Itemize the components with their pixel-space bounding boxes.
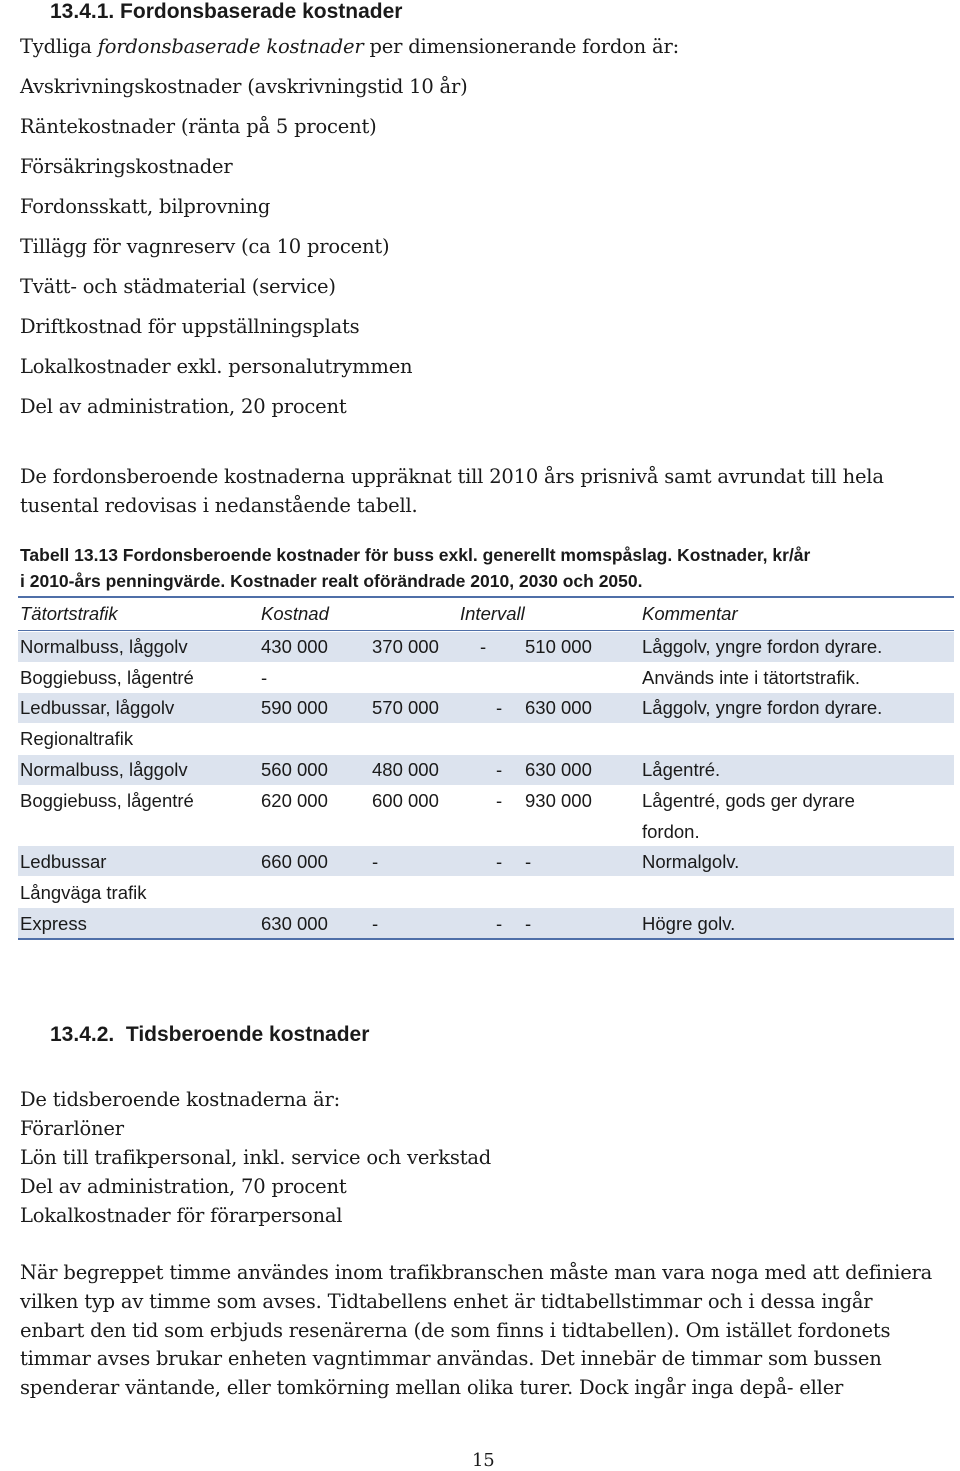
cost-item: Försäkringskostnader: [20, 155, 233, 178]
column-header-kostnad: Kostnad: [261, 603, 329, 624]
cell-high: 930 000: [525, 790, 592, 811]
cell-dash: -: [496, 697, 503, 718]
cell-cost: 620 000: [261, 790, 328, 811]
cell-comment: Låggolv, yngre fordon dyrare.: [642, 636, 883, 657]
cell-cost: 560 000: [261, 759, 328, 780]
cell-high: 510 000: [525, 636, 592, 657]
cell-high: -: [525, 913, 532, 934]
paragraph-line: När begreppet timme användes inom trafikbranschen måste man vara noga med att definiera: [20, 1261, 933, 1284]
cell-low: -: [372, 913, 379, 934]
table-caption-line: i 2010-års penningvärde. Kostnader realt oförändrade 2010, 2030 och 2050.: [20, 571, 643, 591]
cell-low: 480 000: [372, 759, 439, 780]
cell-cost: 590 000: [261, 697, 328, 718]
cell-high: 630 000: [525, 759, 592, 780]
paragraph-line: enbart den tid som erbjuds resenärerna (de som finns i tidtabellen). Om istället fordonets: [20, 1319, 891, 1342]
cell-name: Boggiebuss, lågentré: [20, 790, 194, 811]
cost-item: Driftkostnad för uppställningsplats: [20, 315, 360, 338]
cell-name: Ledbussar, låggolv: [20, 697, 175, 718]
paragraph-line: De fordonsberoende kostnaderna uppräknat till 2010 års prisnivå samt avrundat till hela: [20, 465, 884, 488]
row-group-regionaltrafik: Regionaltrafik: [20, 728, 134, 749]
cost-item: Avskrivningskostnader (avskrivningstid 10 år): [20, 75, 468, 98]
time-cost-item: Lön till trafikpersonal, inkl. service och verkstad: [20, 1146, 492, 1169]
cell-comment: Normalgolv.: [642, 851, 740, 872]
column-header-tatortstrafik: Tätortstrafik: [20, 603, 118, 624]
cell-comment: Låggolv, yngre fordon dyrare.: [642, 697, 883, 718]
cell-dash: -: [480, 636, 487, 657]
cell-comment-continued: fordon.: [642, 821, 700, 842]
page-number: 15: [472, 1450, 495, 1471]
column-header-kommentar: Kommentar: [642, 603, 738, 624]
table-caption-line: Tabell 13.13 Fordonsberoende kostnader för buss exkl. generellt momspåslag. Kostnader, kr/år: [20, 545, 811, 565]
time-cost-item: Lokalkostnader för förarpersonal: [20, 1204, 343, 1227]
cell-low: 570 000: [372, 697, 439, 718]
paragraph-line: tusental redovisas i nedanstående tabell.: [20, 494, 418, 517]
cost-item: Del av administration, 20 procent: [20, 395, 347, 418]
cell-dash: -: [496, 759, 503, 780]
cell-cost: 630 000: [261, 913, 328, 934]
cell-name: Boggiebuss, lågentré: [20, 667, 194, 688]
cell-dash: -: [496, 913, 503, 934]
table-bottom-rule: [18, 938, 954, 940]
cell-name: Express: [20, 913, 87, 934]
cell-high: 630 000: [525, 697, 592, 718]
table-top-rule: [18, 596, 954, 598]
time-cost-item: Förarlöner: [20, 1117, 124, 1140]
cell-low: -: [372, 851, 379, 872]
cell-dash: -: [496, 851, 503, 872]
cell-cost: -: [261, 667, 268, 688]
section2-intro: De tidsberoende kostnaderna är:: [20, 1088, 340, 1111]
cell-comment: Högre golv.: [642, 913, 736, 934]
section-heading-13-4-2: 13.4.2. Tidsberoende kostnader: [50, 1023, 370, 1046]
cell-comment: Används inte i tätortstrafik.: [642, 667, 860, 688]
cost-item: Tillägg för vagnreserv (ca 10 procent): [20, 235, 390, 258]
cell-high: -: [525, 851, 532, 872]
cost-item: Räntekostnader (ränta på 5 procent): [20, 115, 377, 138]
cell-comment: Lågentré, gods ger dyrare: [642, 790, 855, 811]
cell-name: Ledbussar: [20, 851, 107, 872]
cell-name: Normalbuss, låggolv: [20, 759, 188, 780]
intro-emphasis: fordonsbaserade kostnader: [97, 35, 364, 58]
cell-dash: -: [496, 790, 503, 811]
cost-item: Tvätt- och städmaterial (service): [20, 275, 336, 298]
table-header-rule: [18, 630, 954, 631]
paragraph-line: vilken typ av timme som avses. Tidtabellens enhet är tidtabellstimmar och i dessa ingår: [20, 1290, 873, 1313]
column-header-intervall: Intervall: [460, 603, 525, 624]
cost-item: Lokalkostnader exkl. personalutrymmen: [20, 355, 413, 378]
time-cost-item: Del av administration, 70 procent: [20, 1175, 347, 1198]
table-row-band: [18, 908, 954, 938]
cell-comment: Lågentré.: [642, 759, 721, 780]
row-group-langvaga-trafik: Långväga trafik: [20, 882, 147, 903]
cell-low: 370 000: [372, 636, 439, 657]
intro-pre: Tydliga: [20, 35, 98, 58]
cell-name: Normalbuss, låggolv: [20, 636, 188, 657]
cell-cost: 660 000: [261, 851, 328, 872]
table-row-band: [18, 846, 954, 876]
cell-cost: 430 000: [261, 636, 328, 657]
paragraph-line: timmar avses brukar enheten vagntimmar användas. Det innebär de timmar som bussen: [20, 1347, 882, 1370]
intro-post: per dimensionerande fordon är:: [363, 35, 679, 58]
cell-low: 600 000: [372, 790, 439, 811]
cost-item: Fordonsskatt, bilprovning: [20, 195, 271, 218]
section-heading-13-4-1: 13.4.1. Fordonsbaserade kostnader: [50, 0, 403, 23]
section1-intro: [20, 35, 679, 58]
paragraph-line: spenderar väntande, eller tomkörning mellan olika turer. Dock ingår inga depå- eller: [20, 1376, 844, 1399]
